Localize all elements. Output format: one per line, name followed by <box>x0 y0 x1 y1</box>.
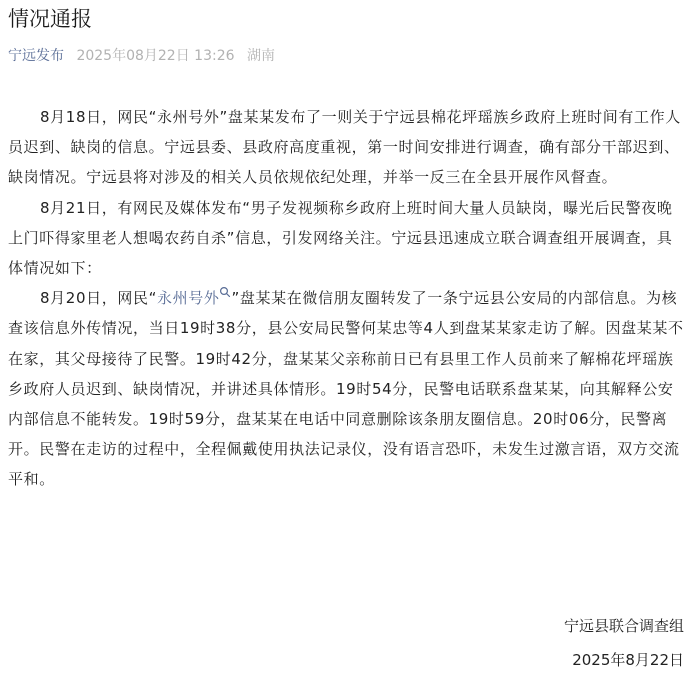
paragraph-text: 8月20日，网民“ <box>40 289 157 308</box>
publish-location: 湖南 <box>246 48 275 64</box>
keyword-search-link[interactable] <box>157 289 231 307</box>
paragraph-text: ”盘某某在微信朋友圈转发了一条宁远县公安局的内部信息。为核查该信息外传情况，当日19时38分，县公安局民警何某忠等4人到盘某某家走访了解。因盘某某不在家，其父母接待了民警。19时42分，盘某某父亲称前日已有县里工作人员前来了解棉花坪瑶族乡政府人员迟到、缺岗情况，并讲述具体情形。19时54分，民警电话联系盘某某，向其解释公安内部信息不能转发。19时59分，盘某某在电话中同意删除该条朋友圈信息。20时06分，民警离开。民警在走访的过程中，全程佩戴使用执法记录仪，没有语言恐吓，未发生过激言语，双方交流平和。 <box>8 289 684 489</box>
signature-organization: 宁远县联合调查组 <box>563 617 684 635</box>
account-name-link[interactable]: 宁远发布 <box>8 48 64 64</box>
paragraph: 8月18日，网民“永州号外”盘某某发布了一则关于宁远县棉花坪瑶族乡政府上班时间有工作人员迟到、缺岗的信息。宁远县委、县政府高度重视，第一时间安排进行调查，确有部分干部迟到、缺岗情况。宁远县将对涉及的相关人员依规依纪处理，并举一反三在全县开展作风督查。 <box>8 108 681 187</box>
signature-date: 2025年8月22日 <box>572 651 684 669</box>
publish-datetime: 2025年08月22日 13:26 <box>76 48 235 64</box>
keyword-search-label: 永州号外 <box>156 289 220 308</box>
paragraph: 8月21日，有网民及媒体发布“男子发视频称乡政府上班时间大量人员缺岗，曝光后民警夜晚上门吓得家里老人想喝农药自杀”信息，引发网络关注。宁远县迅速成立联合调查组开展调查，具体情况如下： <box>8 198 673 278</box>
article-body <box>8 102 684 495</box>
article-meta <box>8 46 275 66</box>
paragraph <box>8 283 684 494</box>
search-icon <box>219 286 231 298</box>
article-title: 情况通报 <box>8 7 92 31</box>
